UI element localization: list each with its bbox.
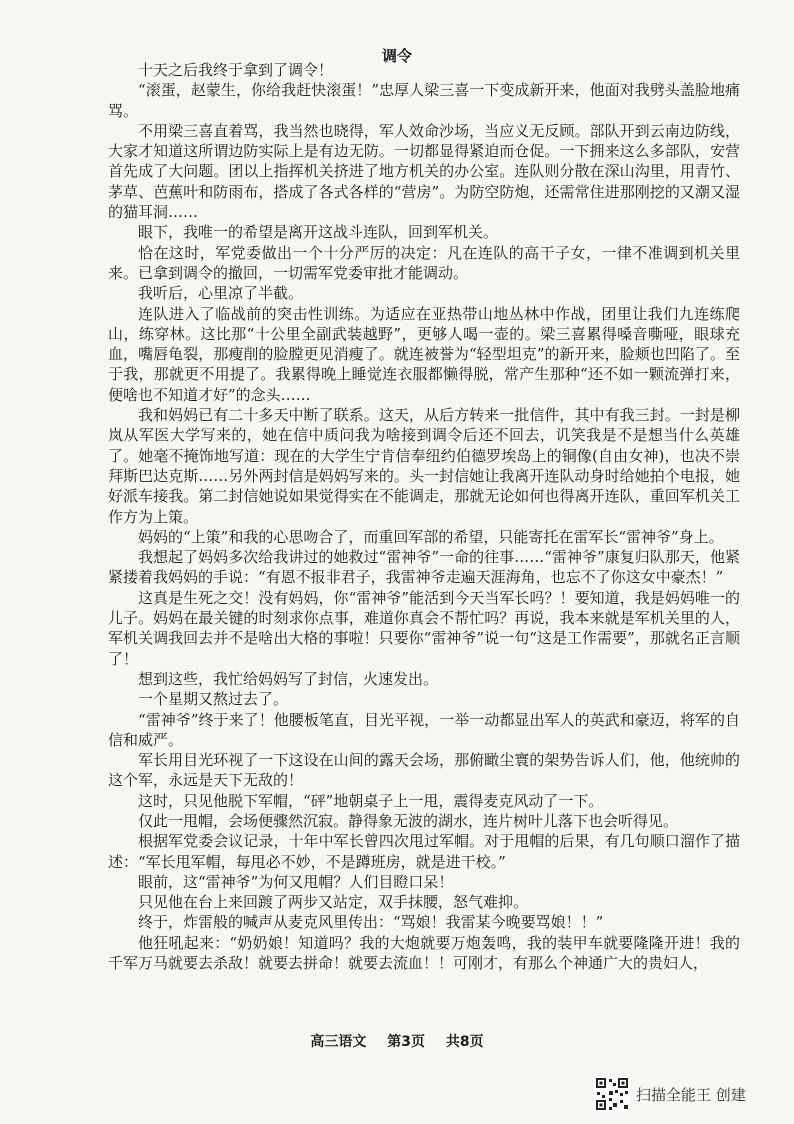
paragraph: “雷神爷”终于来了！他腰板笔直，目光平视，一举一动都显出军人的英武和豪迈，将军的自信和威严。 [108,710,740,749]
paragraph: “滚蛋，赵蒙生，你给我赶快滚蛋！”忠厚人梁三喜一下变成新开来，他面对我劈头盖脸地痛骂。 [108,81,740,120]
paragraph: 恰在这时，军党委做出一个十分严厉的决定：凡在连队的高干子女，一律不准调到机关里来。已拿到调令的撤回，一切需军党委审批才能调动。 [108,243,740,282]
paragraph: 这时，只见他脱下军帽，“砰”地朝桌子上一甩，震得麦克风动了一下。 [138,791,604,810]
paragraph: 我听后，心里凉了半截。 [138,284,304,303]
qr-code-icon [594,1076,630,1112]
watermark-text: 扫描全能王 创建 [636,1085,746,1104]
paragraph: 根据军党委会议记录，十年中军长曾四次甩过军帽。对于甩帽的后果，有几句顺口溜作了描述：“军长甩军帽，每甩必不妙，不是蹲班房，就是进干校。” [108,832,740,871]
footer-page: 第3页 [387,1034,425,1050]
paragraph: 这真是生死之交！没有妈妈，你“雷神爷”能活到今天当军长吗？！要知道，我是妈妈唯一的儿子。妈妈在最关键的时刻求你点事，难道你真会不帮忙吗？再说，我本来就是军机关里的人，军机关调我回去并不是啥出大格的事啦！只要你“雷神爷”说一句“这是工作需要”，那就名正言顺了！ [108,588,740,668]
paragraph: 十天之后我终于拿到了调令！ [138,61,334,79]
document-title: 调令 [381,47,412,65]
paragraph: 一个星期又熬过去了。 [138,690,289,709]
paragraph: 军长用目光环视了一下这设在山间的露天会场，那俯瞰尘寰的架势告诉人们，他，他统帅的这个军，永远是天下无敌的！ [108,751,740,790]
paragraph: 妈妈的“上策”和我的心思吻合了，而重回军部的希望，只能寄托在雷军长“雷神爷”身上。 [138,527,724,546]
paragraph: 眼下，我唯一的希望是离开这战斗连队，回到军机关。 [138,223,499,242]
paragraph: 终于，炸雷般的喊声从麦克风里传出：“骂娘！我雷某今晚要骂娘！！” [138,913,604,932]
footer-subject: 高三语文 [310,1034,367,1050]
paragraph: 只见他在台上来回踱了两步又站定，双手抹腰，怒气难抑。 [138,893,529,912]
paragraph: 不用梁三喜直着骂，我当然也晓得，军人效命沙场，当应义无反顾。部队开到云南边防线，大家才知道这所谓边防实际上是有边无防。一切都显得紧迫而仓促。一下拥来这么多部队，安营首先成了大问题。团以上指挥机关挤进了地方机关的办公室。连队则分散在深山沟里，用青竹、茅草、芭蕉叶和防雨布，搭成了各式各样的“营房”。为防空防炮，还需常住进那刚挖的又潮又湿的猫耳洞…… [108,121,740,222]
paragraph: 仅此一甩帽，会场便骤然沉寂。静得象无波的湖水，连片树叶儿落下也会听得见。 [138,811,679,830]
paragraph: 想到这些，我忙给妈妈写了封信，火速发出。 [138,669,439,688]
paragraph: 眼前，这“雷神爷”为何又甩帽？人们目瞪口呆！ [138,872,454,891]
scanner-watermark [594,1074,746,1114]
document-body [108,60,740,973]
footer-total: 共8页 [445,1034,484,1050]
paragraph: 连队进入了临战前的突击性训练。为适应在亚热带山地丛林中作战，团里让我们九连练爬山，练穿林。这比那“十公里全副武装越野”，更够人喝一壶的。梁三喜累得嗓音嘶哑，眼球充血，嘴唇龟裂，那瘦削的脸膛更见消瘦了。就连被誉为“轻型坦克”的新开来，脸颊也凹陷了。至于我，那就更不用提了。我累得晚上睡觉连衣服都懒得脱，常产生那种“还不如一颗流弹打来，便啥也不知道才好”的念头…… [108,304,740,404]
paragraph: 我和妈妈已有二十多天中断了联系。这天，从后方转来一批信件，其中有我三封。一封是柳岚从军医大学写来的，她在信中质问我为啥接到调令后还不回去，讥笑我是不是想当什么英雄了。她毫不掩饰地写道：现在的大学生宁肯信奉纽约伯德罗埃岛上的铜像(自由女神)，也决不崇拜斯巴达克斯……另外两封信是妈妈写来的。头一封信她让我离开连队动身时给她拍个电报，她好派车接我。第二封信她说如果觉得实在不能调走，那就无论如何也得离开连队，重回军机关工作方为上策。 [108,406,740,526]
paragraph: 我想起了妈妈多次给我讲过的她救过“雷神爷”一命的往事……“雷神爷”康复归队那天，他紧紧搂着我妈妈的手说：“有恩不报非君子，我雷神爷走遍天涯海角，也忘不了你这女中豪杰！” [108,548,740,587]
page-footer [0,1031,794,1051]
paragraph: 他狂吼起来：“奶奶娘！知道吗？我的大炮就要万炮轰鸣，我的装甲车就要隆隆开进！我的千军万马就要去杀敌！就要去拼命！就要去流血！！可刚才，有那么个神通广大的贵妇人， [108,933,740,973]
